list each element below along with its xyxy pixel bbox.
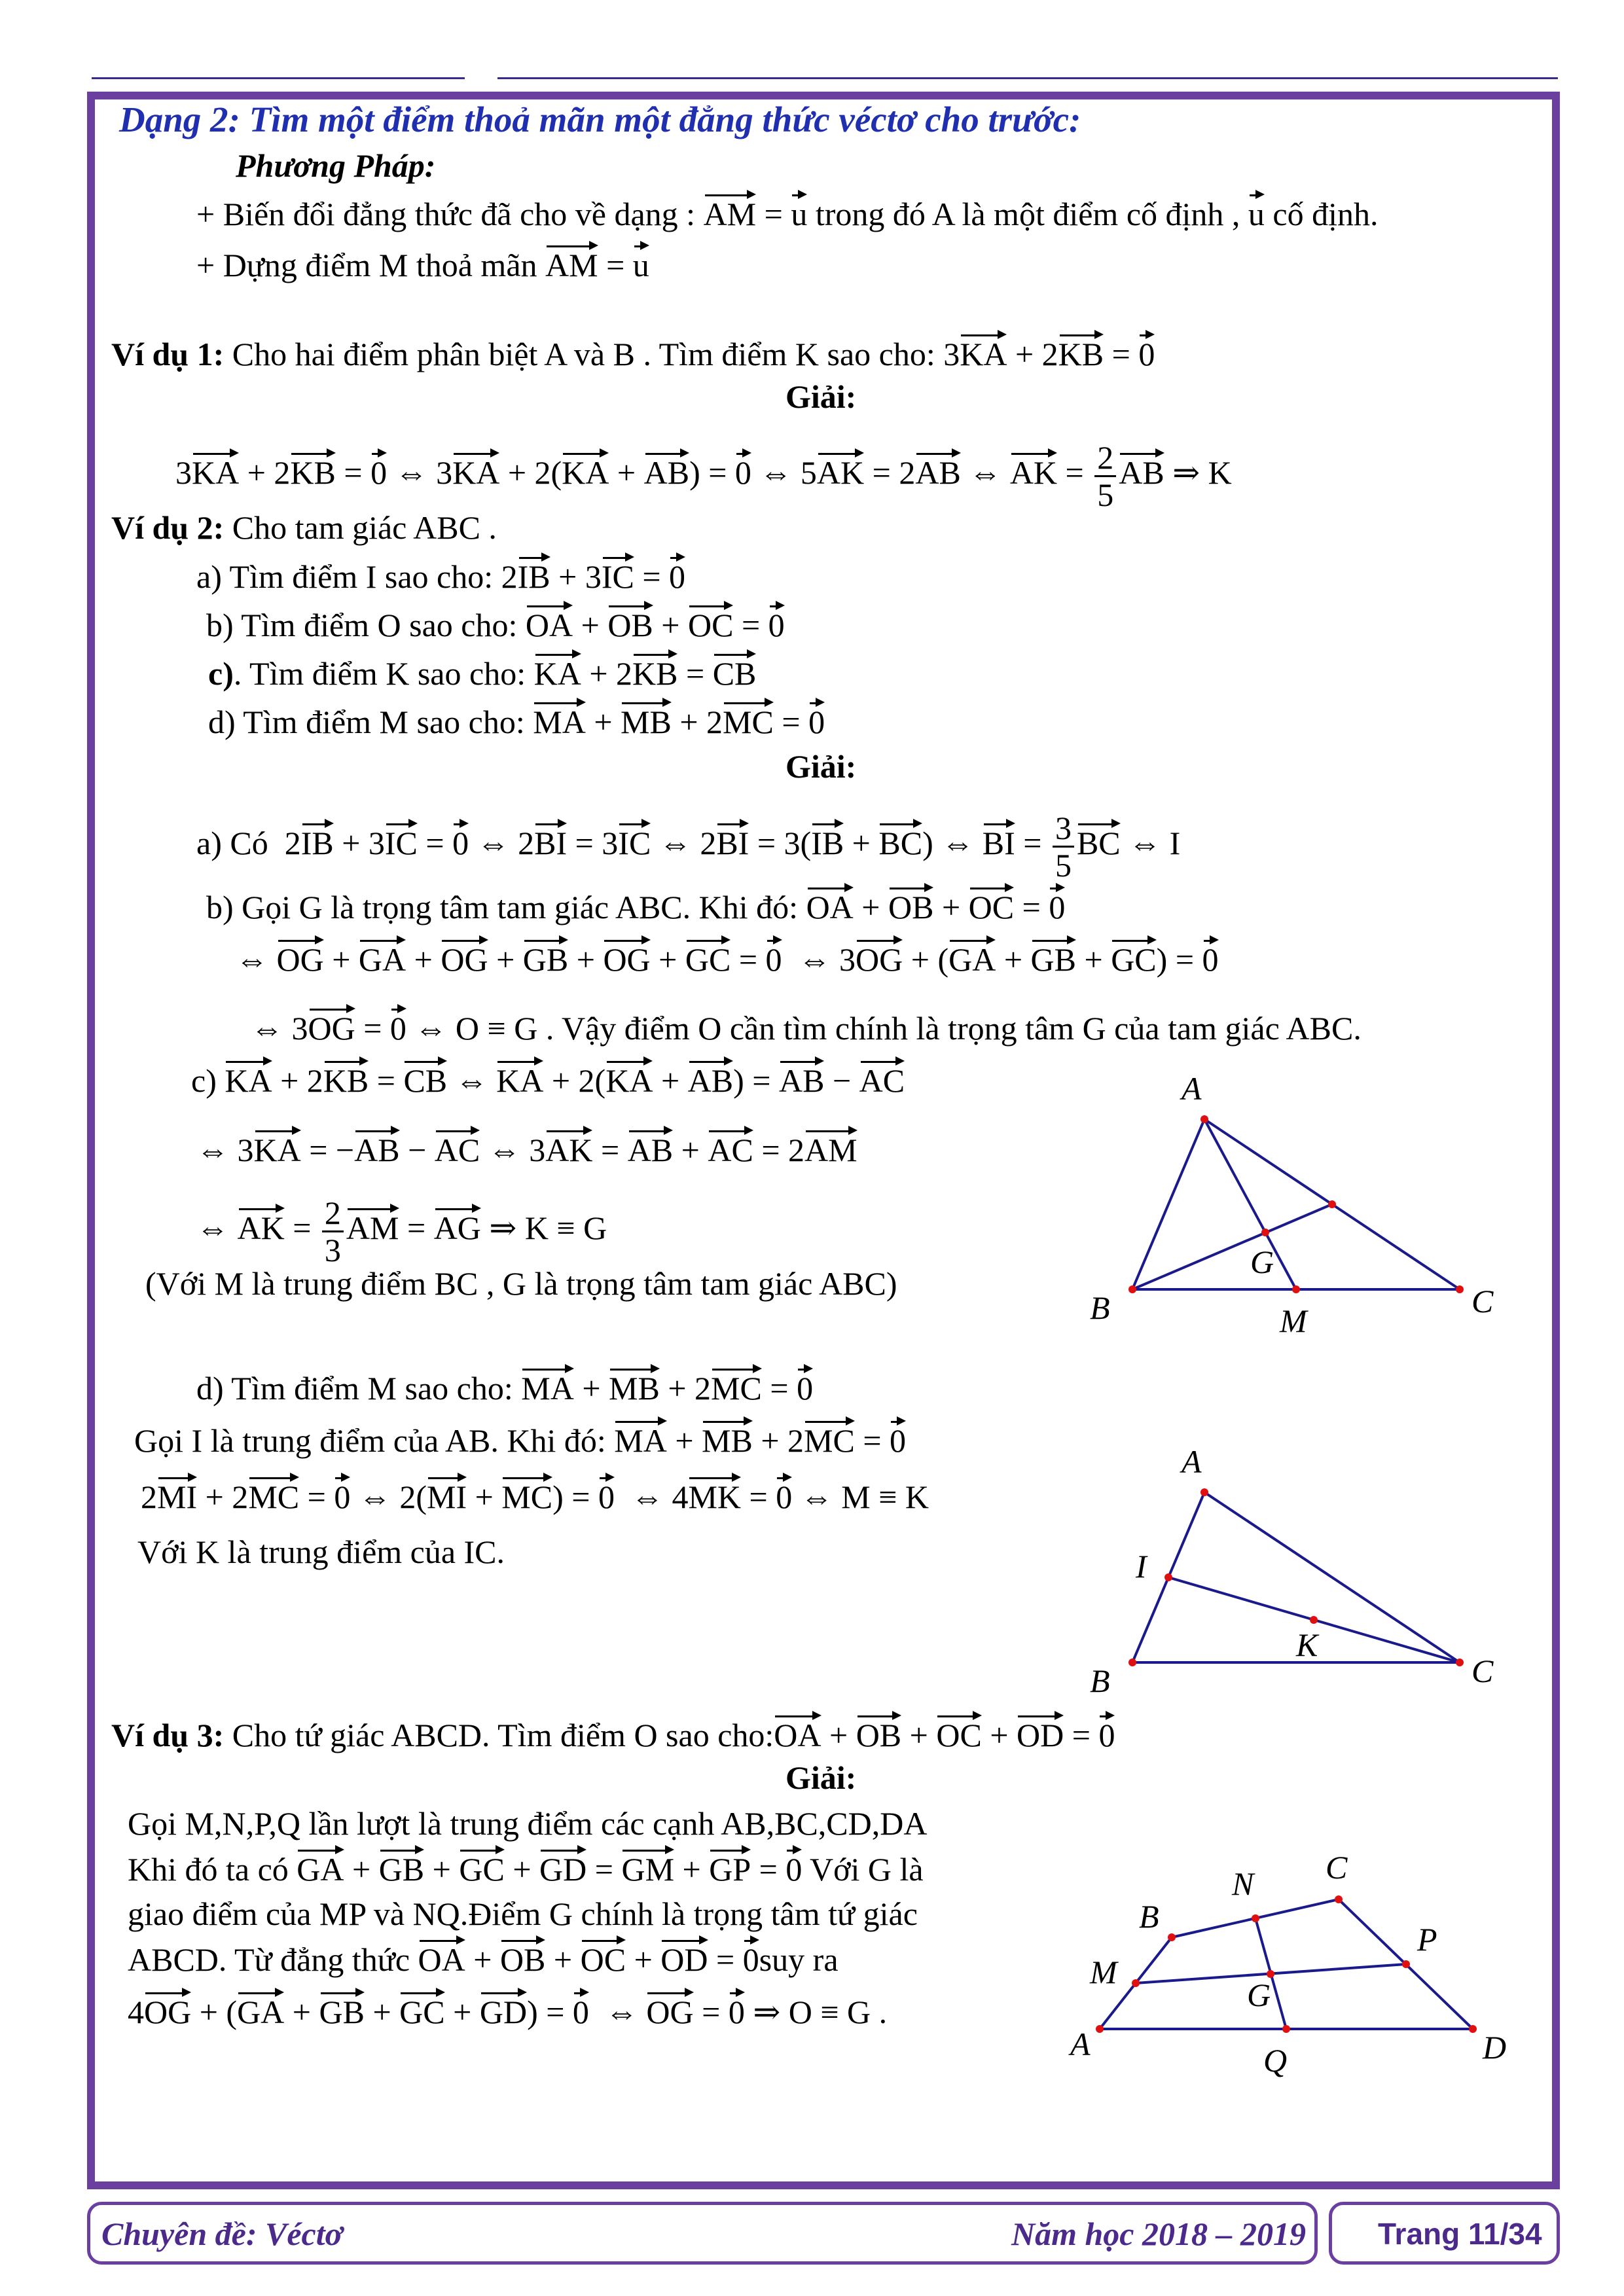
fig1-label-b: B [1090,1289,1110,1326]
footer-year: Năm học 2018 – 2019 [1011,2215,1306,2252]
example-2-solution-c-2: ⇔ 3KA = −AB − AC ⇔ 3AK = AB + AC = 2AM [196,1130,857,1170]
fig1-label-g: G [1250,1244,1274,1280]
example-1-statement: Ví dụ 1: Cho hai điểm phân biệt A và B . Tìm điểm K sao cho: 3KA + 2KB = 0 [111,334,1155,374]
fig3-label-q: Q [1263,2042,1288,2079]
fig2-label-a: A [1182,1443,1202,1480]
example-2-solution-d-3: 2MI + 2MC = 0 ⇔ 2(MI + MC) = 0 ⇔ 4MK = 0 ⇔ M ≡ K [141,1477,929,1517]
fig1-label-c: C [1471,1283,1494,1319]
fig2-label-k: K [1296,1626,1318,1663]
fig3-label-m: M [1090,1954,1117,1990]
example-3-solution-1: Gọi M,N,P,Q lần lượt là trung điểm các cạnh AB,BC,CD,DA [128,1805,928,1842]
example-3-solution-3: giao điểm của MP và NQ.Điểm G chính là trọng tâm tứ giác [128,1895,918,1932]
example-2-solution-c-1: c) KA + 2KB = CB ⇔ KA + 2(KA + AB) = AB − AC [191,1060,905,1101]
fig1-label-m: M [1280,1302,1307,1339]
footer-topic: Chuyên đề: Véctơ [101,2215,343,2252]
method-title: Phương Pháp: [236,147,436,184]
example-2-part-c: c). Tìm điểm K sao cho: KA + 2KB = CB [208,653,756,694]
footer-page-number: Trang 11/34 [1378,2217,1542,2251]
fig1-label-a: A [1182,1070,1202,1107]
method-step-1: + Biến đổi đẳng thức đã cho về dạng : AM = u trong đó A là một điểm cố định , u cố định. [196,194,1379,234]
fig3-label-b: B [1139,1898,1159,1935]
example-3-statement: Ví dụ 3: Cho tứ giác ABCD. Tìm điểm O sao cho:OA + OB + OC + OD = 0 [111,1715,1115,1755]
example-3-solution-4: ABCD. Từ đẳng thức OA + OB + OC + OD = 0suy ra [128,1939,839,1980]
fig3-label-n: N [1232,1865,1254,1902]
example-2-statement: Ví dụ 2: Cho tam giác ABC . [111,509,497,546]
fig3-label-g: G [1247,1977,1271,2013]
fig3-label-p: P [1417,1921,1437,1958]
example-2-solution-c-3: ⇔ AK = $\frac{2}{3}$ AM = AG ⇒ K ≡ G [196,1194,607,1268]
example-2-part-a: a) Tìm điểm I sao cho: 2IB + 3IC = 0 [196,556,685,597]
example-3-solution-2: Khi đó ta có GA + GB + GC + GD = GM + GP = 0 Với G là [128,1849,924,1890]
figure-triangle-midpoints [1060,1420,1532,1708]
fig3-label-a: A [1070,2026,1091,2062]
example-1-solution: 3KA + 2KB = 0 ⇔ 3KA + 2(KA + AB) = 0 ⇔ 5AK = 2AB ⇔ AK = $\frac{2}{5}$ AB ⇒ K [175,439,1232,513]
method-step-2: + Dựng điểm M thoả mãn AM = u [196,245,649,285]
figure-quadrilateral [1047,1806,1532,2088]
header-line-right [497,77,1558,79]
section-heading: Dạng 2: Tìm một điểm thoả mãn một đẳng thức véctơ cho trước: [119,99,1081,139]
example-2-solution-b-1: b) Gọi G là trọng tâm tam giác ABC. Khi đó: OA + OB + OC = 0 [206,887,1065,927]
example-2-solution-c-note: (Với M là trung điểm BC , G là trọng tâm tam giác ABC) [145,1265,897,1302]
fig2-label-b: B [1090,1662,1110,1699]
fig3-label-d: D [1483,2029,1507,2066]
fig2-label-c: C [1471,1653,1494,1689]
example-2-solution-label: Giải: [785,748,857,785]
fig3-label-c: C [1326,1849,1348,1886]
example-2-solution-d-4: Với K là trung điểm của IC. [137,1534,505,1570]
example-2-solution-b-2: ⇔ OG + GA + OG + GB + OG + GC = 0 ⇔ 3OG + (GA + GB + GC) = 0 [236,939,1219,980]
figure-triangle-centroid [1060,1060,1532,1348]
example-2-part-b: b) Tìm điểm O sao cho: OA + OB + OC = 0 [206,605,785,645]
example-2-part-d: d) Tìm điểm M sao cho: MA + MB + 2MC = 0 [208,702,825,742]
example-3-solution-5: 4OG + (GA + GB + GC + GD) = 0 ⇔ OG = 0 ⇒ O ≡ G . [128,1992,887,2032]
header-line-left [92,77,465,79]
example-2-solution-b-3: ⇔ 3OG = 0 ⇔ O ≡ G . Vậy điểm O cần tìm chính là trọng tâm G của tam giác ABC. [251,1008,1362,1049]
example-3-solution-label: Giải: [785,1759,857,1796]
example-2-solution-d-1: d) Tìm điểm M sao cho: MA + MB + 2MC = 0 [196,1368,813,1408]
example-2-solution-a: a) Có 2IB + 3IC = 0 ⇔ 2BI = 3IC ⇔ 2BI = 3(IB + BC) ⇔ BI = $\frac{3}{5}$ BC ⇔ I [196,810,1181,884]
fig2-label-i: I [1136,1548,1147,1585]
example-1-solution-label: Giải: [785,378,857,415]
example-2-solution-d-2: Gọi I là trung điểm của AB. Khi đó: MA + MB + 2MC = 0 [134,1420,906,1461]
